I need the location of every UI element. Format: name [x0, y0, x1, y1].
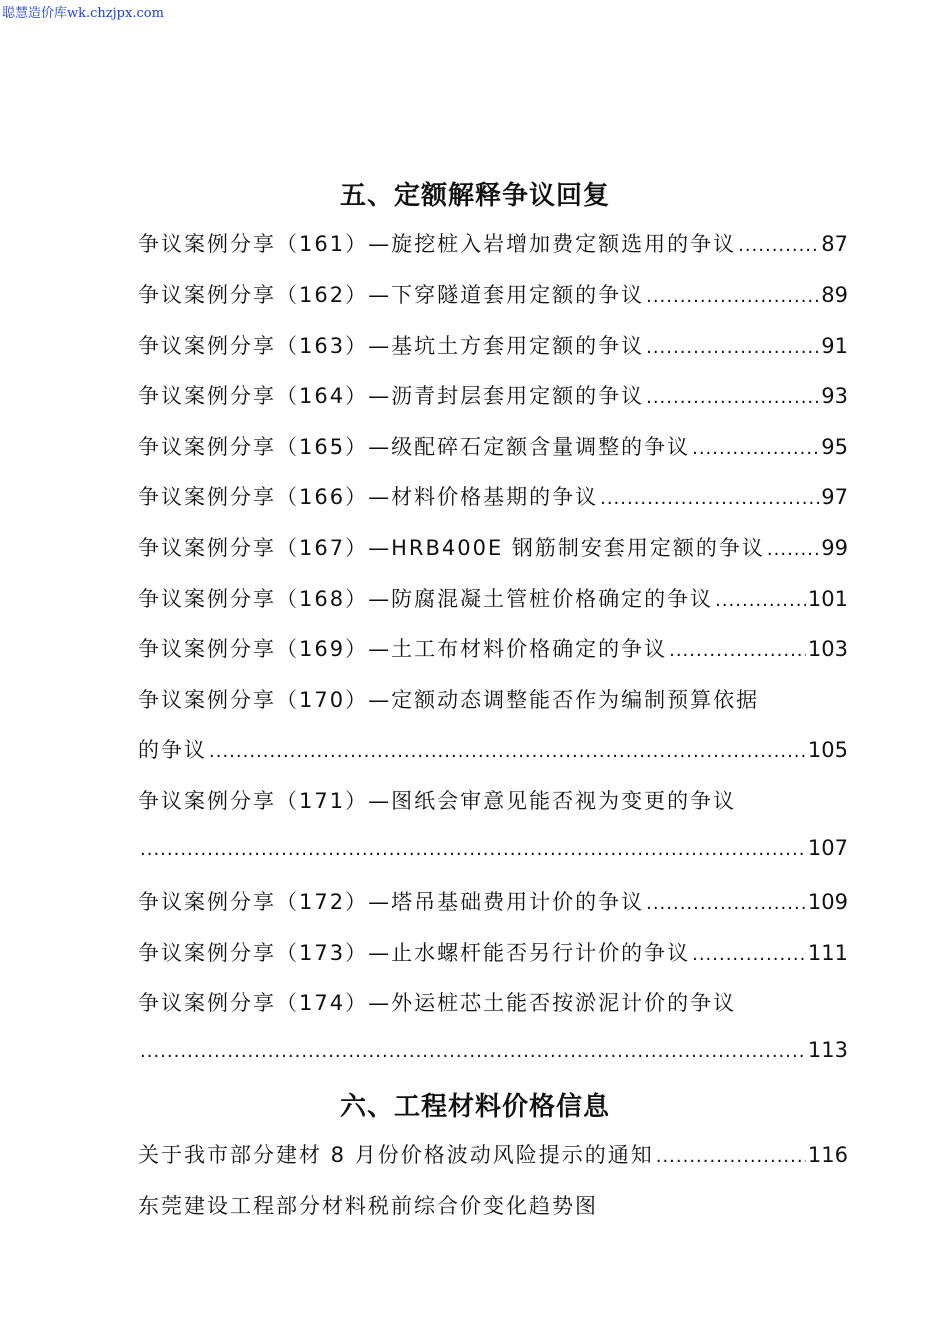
toc-leader: [646, 893, 806, 914]
toc-entry-title: 东莞建设工程部分材料税前综合价变化趋势图: [138, 1194, 598, 1218]
toc-entry[interactable]: [138, 987, 848, 1021]
toc-entry[interactable]: [138, 481, 848, 515]
toc-entry-title: 争议案例分享（169）—土工布材料价格确定的争议: [138, 637, 668, 661]
toc-entry-title: 关于我市部分建材 8 月份价格波动风险提示的通知: [138, 1143, 654, 1167]
toc-entry[interactable]: [138, 279, 848, 313]
toc-page-number: 95: [821, 435, 848, 459]
toc-entry[interactable]: [138, 532, 848, 566]
toc-entry[interactable]: [138, 886, 848, 920]
toc-leader: [140, 839, 806, 860]
toc-page-number: 91: [821, 334, 848, 358]
section-title-6: 六、工程材料价格信息: [339, 1092, 610, 1122]
toc-leader: [209, 741, 806, 762]
toc-entry-title: 争议案例分享（162）—下穿隧道套用定额的争议: [138, 283, 645, 307]
watermark: 聪慧造价库wk.chzjpx.com: [2, 6, 164, 21]
toc-leader: [715, 590, 806, 611]
toc-entry[interactable]: [138, 1190, 848, 1224]
toc-page-number: 87: [821, 232, 848, 256]
toc-entry[interactable]: [138, 785, 848, 819]
toc-leader: [646, 286, 819, 307]
toc-page-number: 89: [821, 283, 848, 307]
toc-entry-title: 争议案例分享（161）—旋挖桩入岩增加费定额选用的争议: [138, 232, 737, 256]
toc-entry[interactable]: [138, 684, 848, 718]
toc-entry-continuation[interactable]: [138, 1038, 848, 1072]
toc-page-number: 113: [807, 1038, 848, 1062]
toc-entry-title: 争议案例分享（165）—级配碎石定额含量调整的争议: [138, 435, 691, 459]
toc-entry-title: 争议案例分享（173）—止水螺杆能否另行计价的争议: [138, 941, 691, 965]
toc-leader: [692, 944, 806, 965]
toc-entry[interactable]: [138, 583, 848, 617]
toc-entry-continuation[interactable]: [138, 734, 848, 768]
toc-entry-title: 争议案例分享（168）—防腐混凝土管桩价格确定的争议: [138, 587, 714, 611]
toc-entry-title: 争议案例分享（171）—图纸会审意见能否视为变更的争议: [138, 789, 737, 813]
toc-page-number: 105: [807, 738, 848, 762]
toc-entry-title: 争议案例分享（172）—塔吊基础费用计价的争议: [138, 890, 645, 914]
toc-page-number: 93: [821, 384, 848, 408]
toc-leader: [738, 235, 819, 256]
toc-page-number: 103: [807, 637, 848, 661]
toc-entry[interactable]: [138, 431, 848, 465]
toc-page-number: 107: [807, 836, 848, 860]
toc-page-number: 116: [807, 1143, 848, 1167]
toc-entry-title: 争议案例分享（170）—定额动态调整能否作为编制预算依据: [138, 688, 760, 712]
toc-leader: [656, 1146, 806, 1167]
toc-entry[interactable]: [138, 1139, 848, 1173]
toc-leader: [767, 539, 819, 560]
toc-page-number: 99: [821, 536, 848, 560]
toc-page-number: 101: [807, 587, 848, 611]
toc-leader: [692, 438, 819, 459]
toc-entry-title: 争议案例分享（163）—基坑土方套用定额的争议: [138, 334, 645, 358]
toc-leader: [600, 488, 819, 509]
toc-page-number: 111: [807, 941, 848, 965]
toc-leader: [646, 387, 819, 408]
toc-entry[interactable]: [138, 633, 848, 667]
toc-entry-title: 争议案例分享（164）—沥青封层套用定额的争议: [138, 384, 645, 408]
toc-entry-title: 争议案例分享（167）—HRB400E 钢筋制安套用定额的争议: [138, 536, 765, 560]
toc-entry-title: 争议案例分享（174）—外运桩芯土能否按淤泥计价的争议: [138, 991, 737, 1015]
toc-entry[interactable]: [138, 228, 848, 262]
toc-entry-continuation[interactable]: [138, 836, 848, 870]
toc-entry-title-cont: 的争议: [138, 738, 207, 762]
toc-page-number: 97: [821, 485, 848, 509]
toc-page-number: 109: [807, 890, 848, 914]
section-title-5: 五、定额解释争议回复: [339, 181, 610, 211]
toc-leader: [669, 640, 806, 661]
toc-leader: [646, 337, 819, 358]
toc-entry[interactable]: [138, 937, 848, 971]
toc-leader: [140, 1041, 806, 1062]
toc-entry[interactable]: [138, 330, 848, 364]
toc-entry-title: 争议案例分享（166）—材料价格基期的争议: [138, 485, 599, 509]
toc-entry[interactable]: [138, 380, 848, 414]
